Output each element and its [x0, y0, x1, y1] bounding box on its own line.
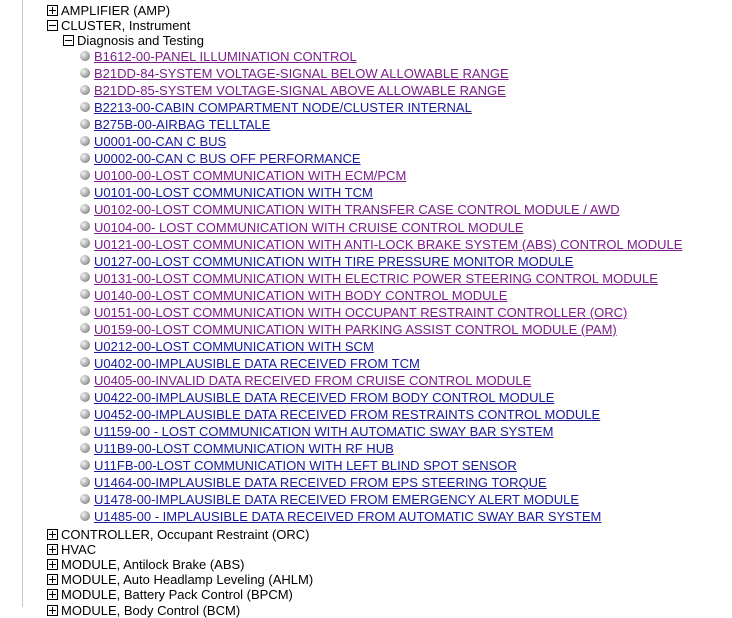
dtc-link[interactable]: U1485-00 - IMPLAUSIBLE DATA RECEIVED FROM AUTOMATIC SWAY BAR SYSTEM [94, 509, 602, 525]
grey-sphere-icon [80, 289, 90, 299]
dtc-list-item[interactable] [80, 65, 509, 82]
dtc-link[interactable]: B21DD-85-SYSTEM VOLTAGE-SIGNAL ABOVE ALLOWABLE RANGE [94, 83, 506, 99]
tree-node-cluster[interactable] [47, 18, 190, 33]
grey-sphere-icon [80, 204, 90, 214]
grey-sphere-icon [80, 494, 90, 504]
grey-sphere-icon [80, 375, 90, 385]
grey-sphere-icon [80, 477, 90, 487]
dtc-list-item[interactable] [80, 82, 506, 99]
grey-sphere-icon [80, 255, 90, 265]
dtc-link[interactable]: U0212-00-LOST COMMUNICATION WITH SCM [94, 338, 374, 354]
tree-node[interactable] [47, 557, 245, 572]
dtc-link[interactable]: B1612-00-PANEL ILLUMINATION CONTROL [94, 49, 357, 64]
grey-sphere-icon [80, 68, 90, 78]
grey-sphere-icon [80, 409, 90, 419]
grey-sphere-icon [80, 102, 90, 112]
dtc-list-item[interactable] [80, 338, 374, 355]
plus-box-icon[interactable] [47, 529, 58, 540]
dtc-list-item[interactable] [80, 423, 553, 440]
tree-node[interactable] [47, 527, 310, 542]
dtc-link[interactable]: U1478-00-IMPLAUSIBLE DATA RECEIVED FROM EMERGENCY ALERT MODULE [94, 492, 579, 508]
dtc-list-item[interactable] [80, 150, 361, 167]
dtc-link[interactable]: B21DD-84-SYSTEM VOLTAGE-SIGNAL BELOW ALLOWABLE RANGE [94, 66, 509, 82]
dtc-list-item[interactable] [80, 389, 554, 406]
dtc-link[interactable]: U0402-00-IMPLAUSIBLE DATA RECEIVED FROM TCM [94, 355, 420, 371]
dtc-list-item[interactable] [80, 236, 682, 253]
tree-node-diagnosis[interactable] [63, 33, 204, 48]
dtc-list-item[interactable] [80, 116, 270, 133]
dtc-link[interactable]: U0101-00-LOST COMMUNICATION WITH TCM [94, 185, 373, 201]
dtc-link[interactable]: U0159-00-LOST COMMUNICATION WITH PARKING ASSIST CONTROL MODULE (PAM) [94, 321, 617, 337]
grey-sphere-icon [80, 426, 90, 436]
grey-sphere-icon [80, 119, 90, 129]
tree-node-label[interactable]: AMPLIFIER (AMP) [61, 3, 171, 18]
dtc-list-item[interactable] [80, 133, 226, 150]
plus-box-icon[interactable] [47, 574, 58, 585]
dtc-list-item[interactable] [80, 184, 373, 201]
dtc-list-item[interactable] [80, 304, 627, 321]
dtc-list-item[interactable] [80, 355, 420, 372]
tree-node[interactable] [47, 587, 293, 602]
dtc-list-item[interactable] [80, 287, 507, 304]
dtc-list-item[interactable] [80, 457, 517, 474]
dtc-link[interactable]: U1464-00-IMPLAUSIBLE DATA RECEIVED FROM EPS STEERING TORQUE [94, 475, 547, 491]
dtc-list-item[interactable] [80, 372, 531, 389]
grey-sphere-icon [80, 392, 90, 402]
dtc-list-item[interactable] [80, 440, 394, 457]
grey-sphere-icon [80, 443, 90, 453]
dtc-link[interactable]: U0452-00-IMPLAUSIBLE DATA RECEIVED FROM RESTRAINTS CONTROL MODULE [94, 407, 601, 423]
dtc-link[interactable]: U0405-00-INVALID DATA RECEIVED FROM CRUISE CONTROL MODULE [94, 372, 532, 388]
dtc-link[interactable]: U0002-00-CAN C BUS OFF PERFORMANCE [94, 151, 361, 167]
tree-node-label[interactable]: HVAC [61, 542, 97, 558]
plus-box-icon[interactable] [47, 5, 58, 16]
dtc-list-item[interactable] [80, 253, 573, 270]
dtc-list-item[interactable] [80, 321, 617, 338]
tree-node[interactable] [47, 603, 240, 618]
dtc-list-item[interactable] [80, 99, 472, 116]
tree-node-label[interactable]: Diagnosis and Testing [77, 33, 204, 48]
dtc-link[interactable]: U11B9-00-LOST COMMUNICATION WITH RF HUB [94, 441, 394, 457]
dtc-list-item[interactable] [80, 219, 524, 236]
grey-sphere-icon [80, 153, 90, 163]
dtc-link[interactable]: U0001-00-CAN C BUS [94, 134, 227, 150]
dtc-link[interactable]: B275B-00-AIRBAG TELLTALE [94, 117, 271, 133]
grey-sphere-icon [80, 272, 90, 282]
dtc-list-item[interactable] [80, 201, 620, 218]
dtc-link[interactable]: U0104-00- LOST COMMUNICATION WITH CRUISE CONTROL MODULE [94, 219, 524, 235]
tree-node[interactable] [47, 542, 96, 557]
tree-node-label[interactable]: CONTROLLER, Occupant Restraint (ORC) [61, 527, 310, 542]
minus-box-icon[interactable] [63, 35, 74, 46]
plus-box-icon[interactable] [47, 559, 58, 570]
plus-box-icon[interactable] [47, 605, 58, 616]
grey-sphere-icon [80, 340, 90, 350]
dtc-link[interactable]: U0100-00-LOST COMMUNICATION WITH ECM/PCM [94, 168, 407, 184]
dtc-link[interactable]: U0127-00-LOST COMMUNICATION WITH TIRE PRESSURE MONITOR MODULE [94, 253, 574, 269]
tree-node-label[interactable]: MODULE, Antilock Brake (ABS) [61, 557, 245, 573]
dtc-link[interactable]: U0102-00-LOST COMMUNICATION WITH TRANSFER CASE CONTROL MODULE / AWD [94, 202, 620, 218]
dtc-link[interactable]: U0422-00-IMPLAUSIBLE DATA RECEIVED FROM BODY CONTROL MODULE [94, 390, 555, 405]
grey-sphere-icon [80, 136, 90, 146]
tree-node-label[interactable]: MODULE, Body Control (BCM) [61, 602, 241, 618]
dtc-list-item[interactable] [80, 48, 357, 65]
dtc-link[interactable]: U1159-00 - LOST COMMUNICATION WITH AUTOMATIC SWAY BAR SYSTEM [94, 424, 554, 440]
grey-sphere-icon [80, 460, 90, 470]
dtc-link[interactable]: B2213-00-CABIN COMPARTMENT NODE/CLUSTER INTERNAL [94, 100, 472, 116]
grey-sphere-icon [80, 221, 90, 231]
dtc-list-item[interactable] [80, 406, 600, 423]
tree-node[interactable] [47, 572, 313, 587]
dtc-link[interactable]: U0140-00-LOST COMMUNICATION WITH BODY CONTROL MODULE [94, 287, 508, 303]
dtc-list-item[interactable] [80, 167, 406, 184]
tree-node-label[interactable]: MODULE, Auto Headlamp Leveling (AHLM) [61, 572, 314, 588]
grey-sphere-icon [80, 238, 90, 248]
grey-sphere-icon [80, 323, 90, 333]
dtc-list-item[interactable] [80, 491, 579, 508]
grey-sphere-icon [80, 170, 90, 180]
grey-sphere-icon [80, 187, 90, 197]
dtc-link[interactable]: U0151-00-LOST COMMUNICATION WITH OCCUPANT RESTRAINT CONTROLLER (ORC) [94, 304, 628, 320]
grey-sphere-icon [80, 51, 90, 61]
grey-sphere-icon [80, 85, 90, 95]
dtc-list-item[interactable] [80, 508, 601, 525]
dtc-link[interactable]: U0121-00-LOST COMMUNICATION WITH ANTI-LOCK BRAKE SYSTEM (ABS) CONTROL MODULE [94, 236, 683, 252]
dtc-link[interactable]: U0131-00-LOST COMMUNICATION WITH ELECTRIC POWER STEERING CONTROL MODULE [94, 270, 658, 286]
dtc-list-item[interactable] [80, 270, 658, 287]
tree-node-label[interactable]: CLUSTER, Instrument [61, 18, 191, 33]
grey-sphere-icon [80, 306, 90, 316]
tree-node-label[interactable]: MODULE, Battery Pack Control (BPCM) [61, 587, 293, 603]
plus-box-icon[interactable] [47, 589, 58, 600]
dtc-link[interactable]: U11FB-00-LOST COMMUNICATION WITH LEFT BLIND SPOT SENSOR [94, 458, 517, 474]
grey-sphere-icon [80, 357, 90, 367]
minus-box-icon[interactable] [47, 20, 58, 31]
grey-sphere-icon [80, 511, 90, 521]
dtc-list-item[interactable] [80, 474, 547, 491]
plus-box-icon[interactable] [47, 544, 58, 555]
tree-node-amplifier[interactable] [47, 3, 170, 18]
